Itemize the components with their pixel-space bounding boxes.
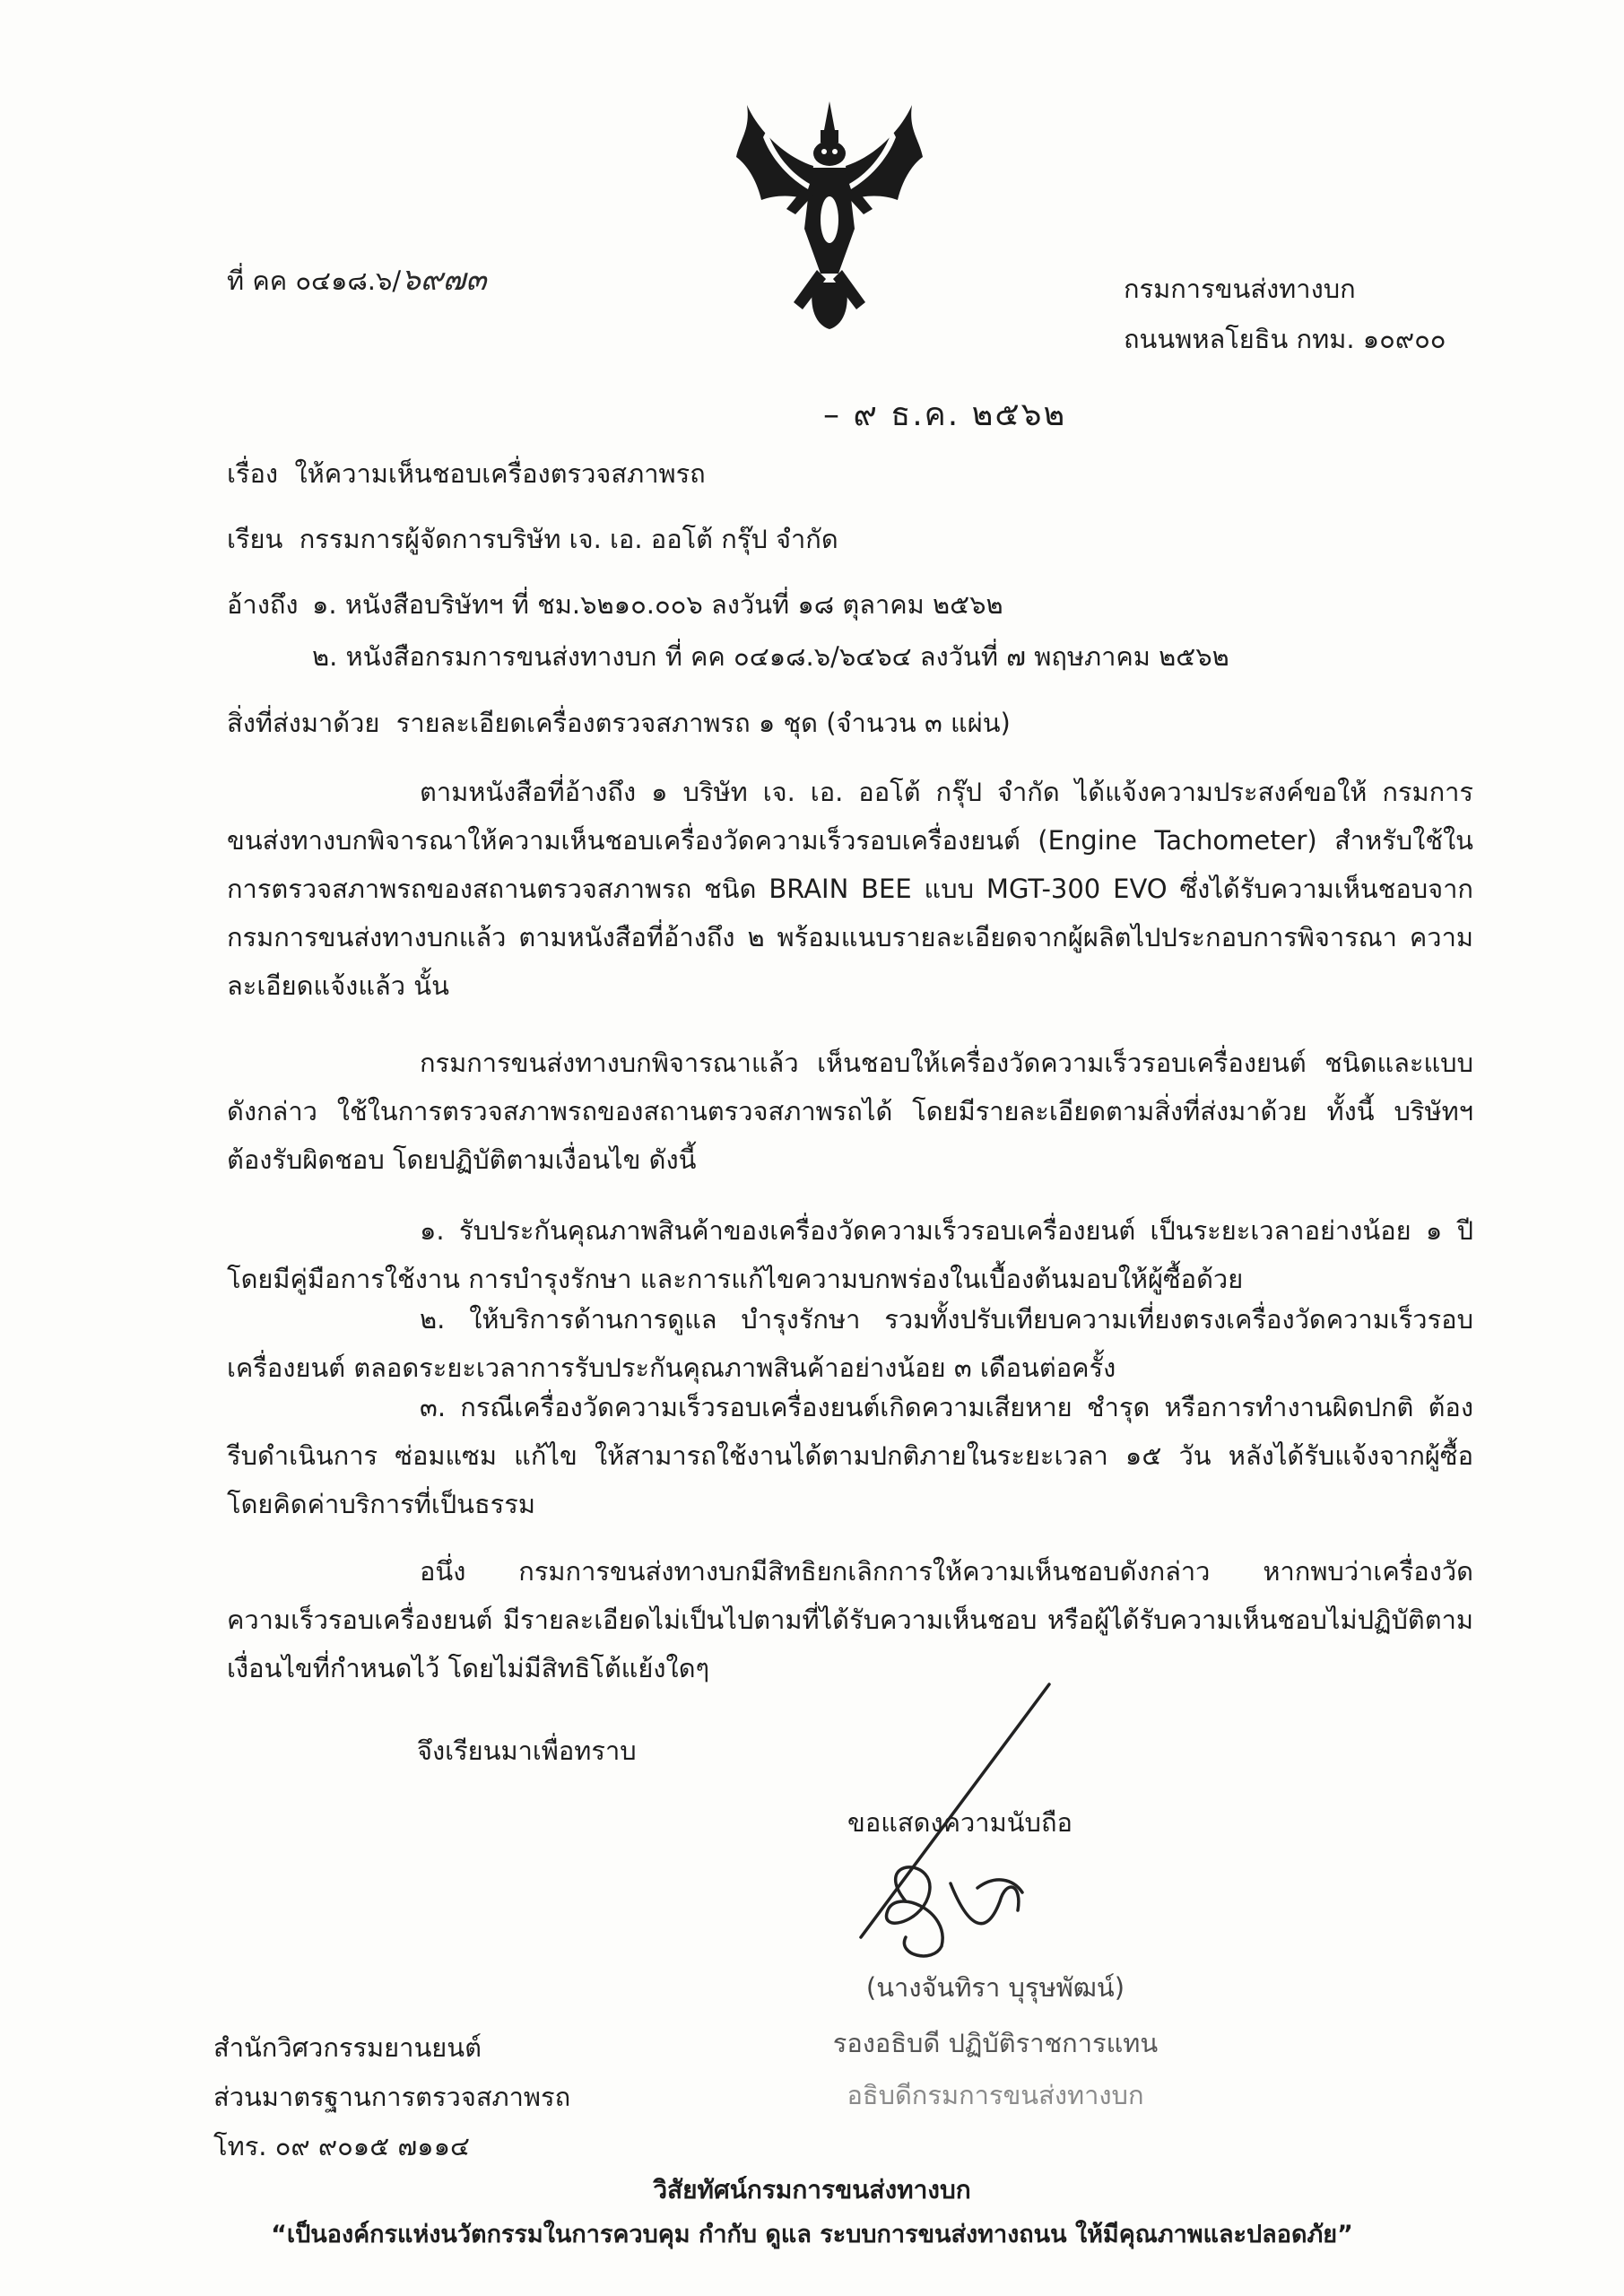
garuda-emblem-icon (731, 94, 928, 332)
date-stamp-dash: – (823, 396, 854, 433)
reference-item-2: ๒. หนังสือกรมการขนส่งทางบก ที่ คค ๐๔๑๘.๖/๖๔๖๔ ลงวันที่ ๗ พฤษภาคม ๒๕๖๒ (312, 641, 1229, 672)
contact-division: ส่วนมาตรฐานการตรวจสภาพรถ (213, 2082, 571, 2112)
condition-1: ๑. รับประกันคุณภาพสินค้าของเครื่องวัดความเร็วรอบเครื่องยนต์ เป็นระยะเวลาอย่างน้อย ๑ ปี โดยมีคู่มือการใช้งาน การบำรุงรักษา และการแก้ไขความบกพร่องในเบื้องต้นมอบให้ผู้ซื้อด้วย (227, 1215, 1473, 1294)
regards-line: ขอแสดงความนับถือ (847, 1807, 1073, 1838)
date-stamp-text: ๙ ธ.ค. ๒๕๖๒ (853, 396, 1067, 433)
vision-text: “เป็นองค์กรแห่งนวัตกรรมในการควบคุม กำกับ ดูแล ระบบการขนส่งทางถนน ให้มีคุณภาพและปลอดภัย” (271, 2221, 1353, 2248)
subject-text: ให้ความเห็นชอบเครื่องตรวจสภาพรถ (294, 458, 706, 489)
reference-label: อ้างถึง (227, 589, 299, 620)
signer-position-1: รองอธิบดี ปฏิบัติราชการแทน (832, 2028, 1159, 2058)
body-paragraph-3: อนึ่ง กรมการขนส่งทางบกมีสิทธิยกเลิกการให้ความเห็นชอบดังกล่าว หากพบว่าเครื่องวัดความเร็วรอบเครื่องยนต์ มีรายละเอียดไม่เป็นไปตามที่ได้รับความเห็นชอบ หรือผู้ได้รับความเห็นชอบไม่ปฏิบัติตามเงื่อนไขที่กำหนดไว้ โดยไม่มีสิทธิโต้แย้งใดๆ (227, 1556, 1473, 1683)
recipient-label: เรียน (227, 524, 283, 554)
signer-name: (นางจันทิรา บุรุษพัฒน์) (865, 1972, 1125, 2003)
department-name: กรมการขนส่งทางบก (1124, 274, 1356, 304)
condition-3: ๓. กรณีเครื่องวัดความเร็วรอบเครื่องยนต์เกิดความเสียหาย ชำรุด หรือการทำงานผิดปกติ ต้องรีบดำเนินการ ซ่อมแซม แก้ไข ให้สามารถใช้งานได้ตามปกติภายในระยะเวลา ๑๕ วัน หลังได้รับแจ้งจากผู้ซื้อ โดยคิดค่าบริการที่เป็นธรรม (227, 1392, 1473, 1519)
contact-office: สำนักวิศวกรรมยานยนต์ (213, 2032, 482, 2063)
condition-2: ๒. ให้บริการด้านการดูแล บำรุงรักษา รวมทั้งปรับเทียบความเที่ยงตรงเครื่องวัดความเร็วรอบเครื่องยนต์ ตลอดระยะเวลาการรับประกันคุณภาพสินค้าอย่างน้อย ๓ เดือนต่อครั้ง (227, 1304, 1473, 1383)
reference-number (227, 262, 486, 299)
department-address: ถนนพหลโยธิน กทม. ๑๐๙๐๐ (1124, 324, 1446, 354)
enclosure-label: สิ่งที่ส่งมาด้วย (227, 708, 380, 738)
recipient-text: กรรมการผู้จัดการบริษัท เจ. เอ. ออโต้ กรุ๊ป จำกัด (299, 524, 838, 554)
enclosure-line (227, 705, 1011, 741)
subject-line (227, 456, 706, 491)
vision-title: วิสัยทัศน์กรมการขนส่งทางบก (653, 2175, 971, 2205)
subject-label: เรื่อง (227, 458, 279, 489)
signature-mark (843, 1677, 1166, 1973)
contact-phone: โทร. ๐๙ ๙๐๑๕ ๗๑๑๔ (213, 2131, 470, 2161)
reference-prefix: ที่ คค ๐๔๑๘.๖/ (227, 265, 402, 296)
recipient-line (227, 521, 838, 557)
closing-line: จึงเรียนมาเพื่อทราบ (417, 1735, 637, 1766)
reference-item-1: ๑. หนังสือบริษัทฯ ที่ ชม.๖๒๑๐.๐๐๖ ลงวันที่ ๑๘ ตุลาคม ๒๕๖๒ (312, 589, 1003, 620)
reference-handwritten: ๖๙๗๓ (401, 262, 487, 298)
body-paragraph-2: กรมการขนส่งทางบกพิจารณาแล้ว เห็นชอบให้เครื่องวัดความเร็วรอบเครื่องยนต์ ชนิดและแบบดังกล่าว ใช้ในการตรวจสภาพรถของสถานตรวจสภาพรถได้ โดยมีรายละเอียดตามสิ่งที่ส่งมาด้วย ทั้งนี้ บริษัทฯ ต้องรับผิดชอบ โดยปฏิบัติตามเงื่อนไข ดังนี้ (227, 1048, 1473, 1175)
body-paragraph-1: ตามหนังสือที่อ้างถึง ๑ บริษัท เจ. เอ. ออโต้ กรุ๊ป จำกัด ได้แจ้งความประสงค์ขอให้ กรมการขนส่งทางบกพิจารณาให้ความเห็นชอบเครื่องวัดความเร็วรอบเครื่องยนต์ (Engine Tachometer) สำหรับใช้ในการตรวจสภาพรถของสถานตรวจสภาพรถ ชนิด BRAIN BEE แบบ MGT-300 EVO ซึ่งได้รับความเห็นชอบจากกรมการขนส่งทางบกแล้ว ตามหนังสือที่อ้างถึง ๒ พร้อมแนบรายละเอียดจากผู้ผลิตไปประกอบการพิจารณา ความละเอียดแจ้งแล้ว นั้น (227, 777, 1473, 1001)
date-stamp (823, 395, 1066, 436)
signer-position-2: อธิบดีกรมการขนส่งทางบก (847, 2080, 1144, 2110)
enclosure-text: รายละเอียดเครื่องตรวจสภาพรถ ๑ ชุด (จำนวน ๓ แผ่น) (395, 708, 1011, 738)
